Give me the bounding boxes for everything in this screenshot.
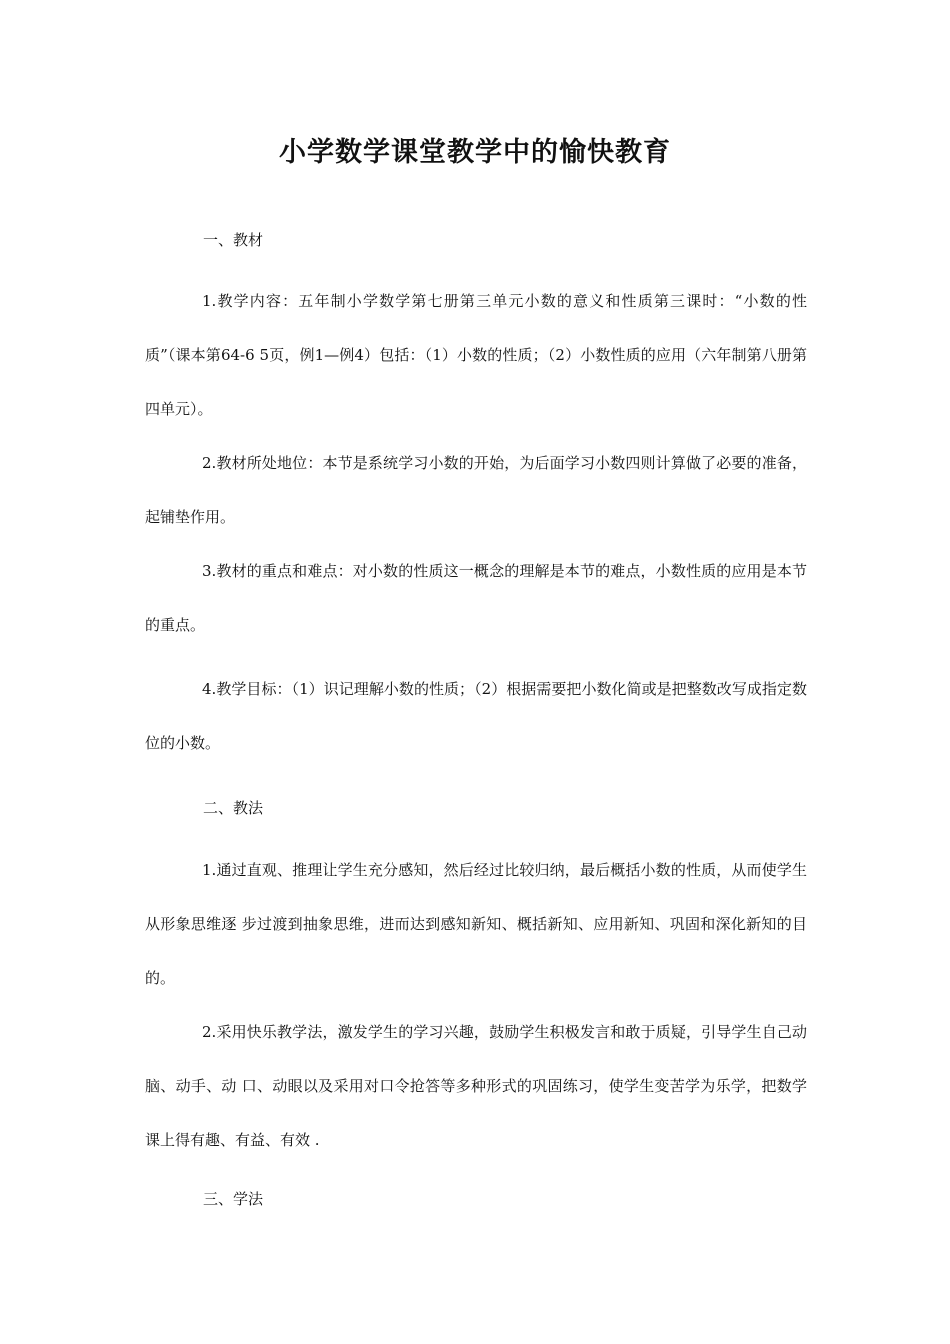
paragraph-key-points: 3.教材的重点和难点：对小数的性质这一概念的理解是本节的难点，小数性质的应用是本节的重点。 [145,562,807,634]
document-title: 小学数学课堂教学中的愉快教育 [279,137,671,168]
paragraph-teaching-goals: 4.教学目标：（1）识记理解小数的性质；（2）根据需要把小数化简或是把整数改写成指定数位的小数。 [145,680,807,752]
paragraph-teaching-content: 1.教学内容：五年制小学数学第七册第三单元小数的意义和性质第三课时：“小数的性质”（课本第64-6 5页，例1—例4）包括：（1）小数的性质；（2）小数性质的应用（六年制第八册第四单元）。 [145,292,807,418]
section-heading-teaching-method: 二、教法 [203,799,264,817]
section-heading-learning-method: 三、学法 [203,1190,264,1208]
paragraph-textbook-position: 2.教材所处地位：本节是系统学习小数的开始，为后面学习小数四则计算做了必要的准备，起铺垫作用。 [145,454,807,526]
paragraph-method-1: 1.通过直观、推理让学生充分感知，然后经过比较归纳，最后概括小数的性质，从而使学生从形象思维逐 步过渡到抽象思维，进而达到感知新知、概括新知、应用新知、巩固和深化新知的目的。 [145,861,807,987]
paragraph-method-2: 2.采用快乐教学法，激发学生的学习兴趣，鼓励学生积极发言和敢于质疑，引导学生自己动脑、动手、动 口、动眼以及采用对口令抢答等多种形式的巩固练习，使学生变苦学为乐学，把数学课上得有趣、有益、有效 . [145,1023,807,1149]
section-heading-textbook: 一、教材 [203,231,264,249]
